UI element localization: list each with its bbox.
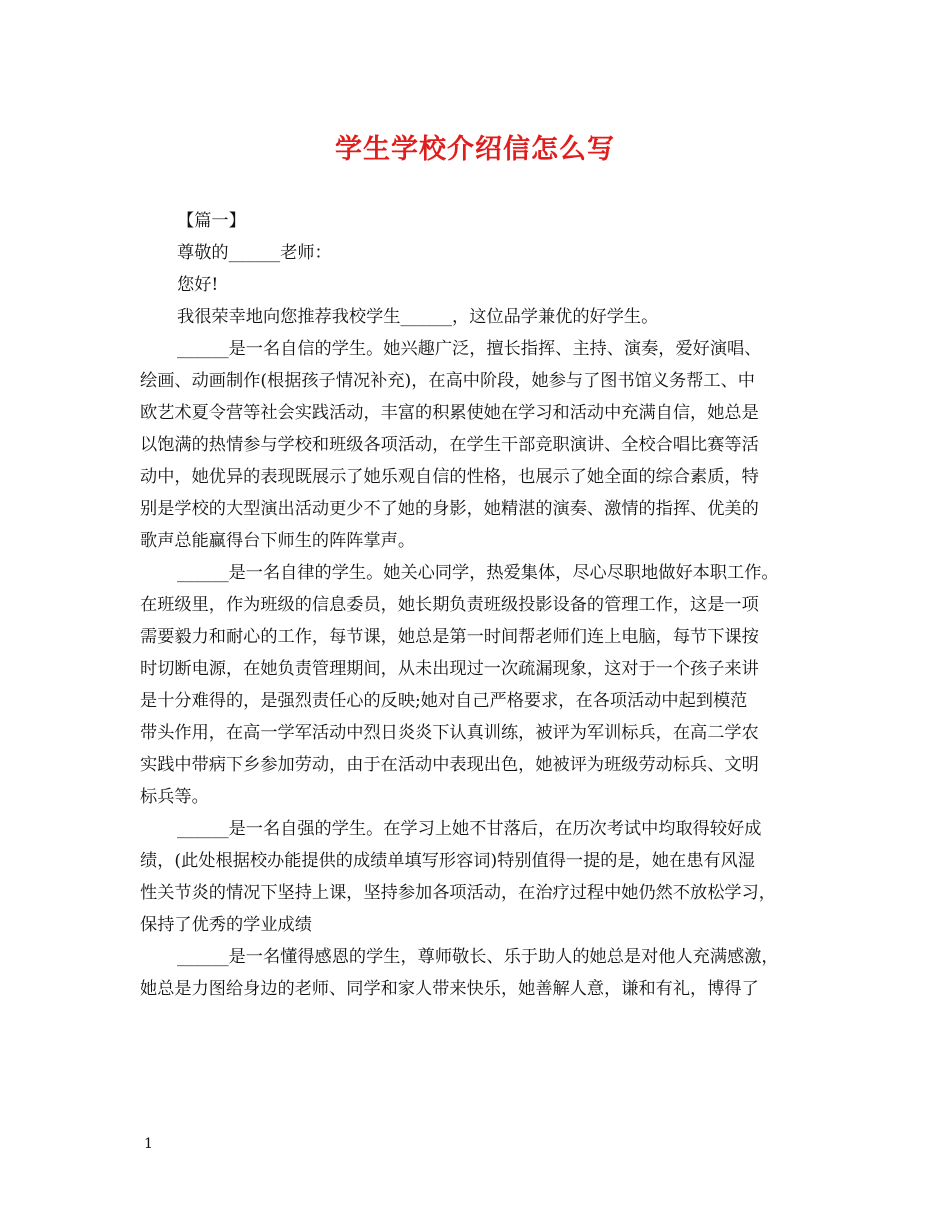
paragraph-line: 在班级里，作为班级的信息委员，她长期负责班级投影设备的管理工作，这是一项 bbox=[140, 595, 759, 615]
paragraph-line: 别是学校的大型演出活动更少不了她的身影，她精湛的演奏、激情的指挥、优美的 bbox=[140, 499, 759, 519]
paragraph-line: 时切断电源，在她负责管理期间，从未出现过一次疏漏现象，这对于一个孩子来讲 bbox=[140, 659, 759, 679]
greeting-line: 您好! bbox=[177, 275, 219, 295]
paragraph-line: ______是一名自律的学生。她关心同学，热爱集体，尽心尽职地做好本职工作。 bbox=[177, 563, 779, 583]
paragraph-line: 是十分难得的，是强烈责任心的反映;她对自己严格要求，在各项活动中起到模范 bbox=[140, 691, 748, 711]
section-heading: 【篇一】 bbox=[177, 211, 246, 231]
salutation-line: 尊敬的______老师： bbox=[177, 243, 332, 263]
paragraph-line: 欧艺术夏令营等社会实践活动，丰富的积累使她在学习和活动中充满自信，她总是 bbox=[140, 403, 759, 423]
paragraph-line: 实践中带病下乡参加劳动，由于在活动中表现出色，她被评为班级劳动标兵、文明 bbox=[140, 755, 759, 775]
paragraph-line: ______是一名懂得感恩的学生，尊师敬长、乐于助人的她总是对他人充满感激， bbox=[177, 947, 779, 967]
paragraph-line: 歌声总能赢得台下师生的阵阵掌声。 bbox=[140, 531, 416, 551]
paragraph-line: 保持了优秀的学业成绩 bbox=[140, 915, 312, 935]
paragraph-line: 绘画、动画制作(根据孩子情况补充)，在高中阶段，她参与了图书馆义务帮工、中 bbox=[140, 371, 755, 391]
page-number: 1 bbox=[144, 1136, 153, 1152]
document-body bbox=[140, 205, 810, 1005]
paragraph-line: 标兵等。 bbox=[140, 787, 209, 807]
paragraph-line: ______是一名自强的学生。在学习上她不甘落后，在历次考试中均取得较好成 bbox=[177, 819, 762, 839]
paragraph-line: 性关节炎的情况下坚持上课，坚持参加各项活动，在治疗过程中她仍然不放松学习， bbox=[140, 883, 776, 903]
paragraph-line: 她总是力图给身边的老师、同学和家人带来快乐，她善解人意，谦和有礼，博得了 bbox=[140, 979, 759, 999]
paragraph-line: 带头作用，在高一学军活动中烈日炎炎下认真训练，被评为军训标兵，在高二学农 bbox=[140, 723, 759, 743]
paragraph-line: 以饱满的热情参与学校和班级各项活动，在学生干部竞职演讲、全校合唱比赛等活 bbox=[140, 435, 759, 455]
paragraph-line: 动中，她优异的表现既展示了她乐观自信的性格，也展示了她全面的综合素质，特 bbox=[140, 467, 759, 487]
paragraph-line: 绩，(此处根据校办能提供的成绩单填写形容词)特别值得一提的是，她在患有风湿 bbox=[140, 851, 755, 871]
intro-line: 我很荣幸地向您推荐我校学生______，这位品学兼优的好学生。 bbox=[177, 307, 659, 327]
paragraph-line: 需要毅力和耐心的工作，每节课，她总是第一时间帮老师们连上电脑，每节下课按 bbox=[140, 627, 759, 647]
document-title: 学生学校介绍信怎么写 bbox=[335, 134, 615, 165]
paragraph-line: ______是一名自信的学生。她兴趣广泛，擅长指挥、主持、演奏，爱好演唱、 bbox=[177, 339, 762, 359]
